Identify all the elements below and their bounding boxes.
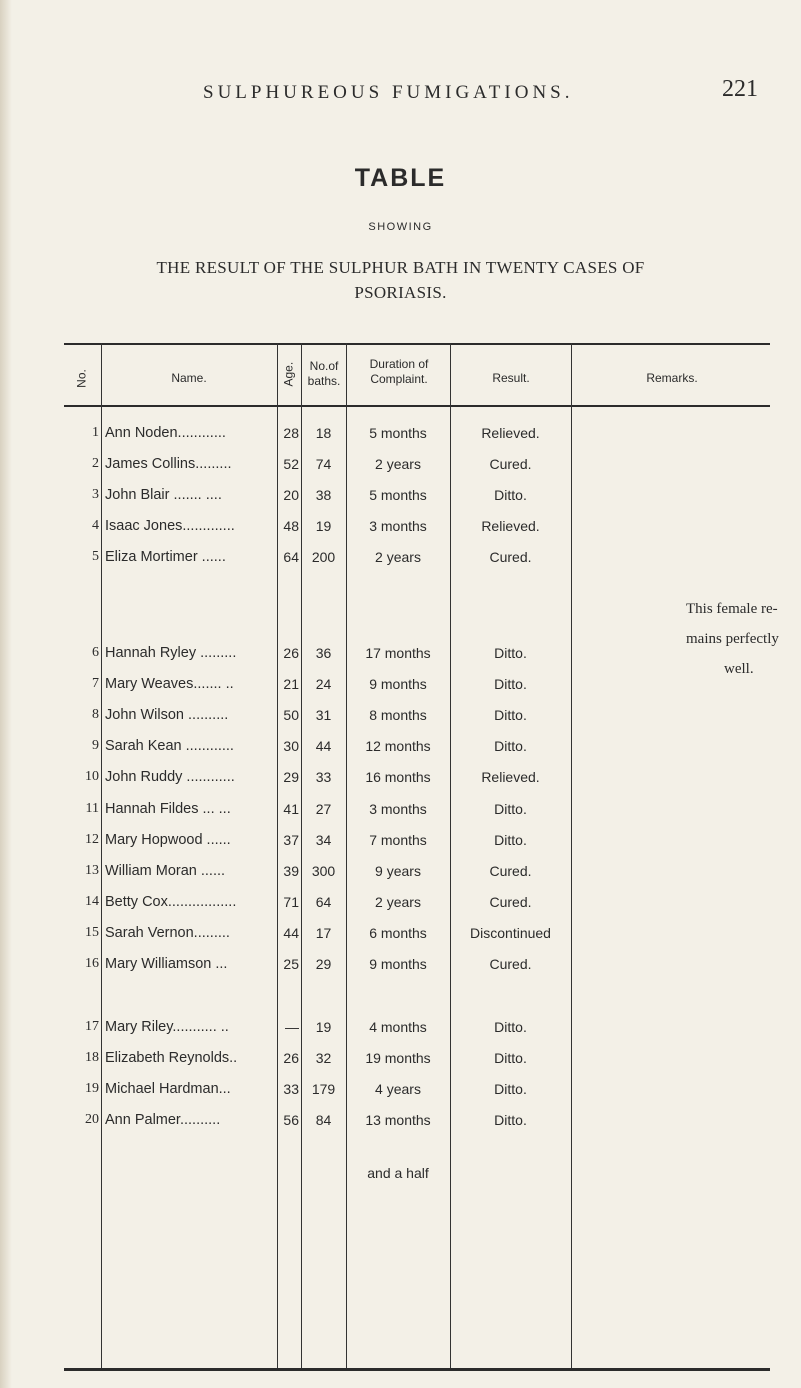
cell-duration: 12 months	[365, 738, 431, 754]
cell-age: 33	[283, 1081, 299, 1097]
cell-age: 44	[283, 925, 299, 941]
cell-duration: 5 months	[369, 487, 427, 503]
cell-age: 64	[283, 549, 299, 565]
cell-age: 39	[283, 863, 299, 879]
header-result: Result.	[492, 371, 530, 385]
cell-baths: 34	[315, 832, 332, 848]
cell-no: 4	[92, 518, 99, 533]
cell-age: 29	[283, 769, 299, 785]
cell-name: John Wilson ..........	[105, 707, 229, 723]
cell-no: 7	[92, 676, 99, 691]
cell-baths: 33	[315, 769, 332, 785]
cell-name: Hannah Fildes ... ...	[105, 801, 231, 817]
cell-name: Michael Hardman...	[105, 1081, 231, 1097]
table-heading-line1: THE RESULT OF THE SULPHUR BATH IN TWENTY CASES OF	[156, 258, 645, 277]
cell-age: 37	[283, 832, 299, 848]
page-number: 221	[722, 76, 758, 102]
cell-name: Mary Riley........... ..	[105, 1019, 229, 1035]
cell-name: William Moran ......	[105, 863, 226, 879]
header-duration: Duration of Complaint.	[369, 357, 429, 386]
duration-continuation: and a half	[367, 1165, 429, 1181]
cell-result: Ditto.	[494, 801, 527, 817]
cell-no: 20	[85, 1112, 99, 1127]
cell-baths: 19	[315, 518, 332, 534]
cell-result: Cured.	[489, 956, 532, 972]
cell-baths: 74	[315, 456, 332, 472]
remarks-row-5	[686, 594, 801, 684]
cell-baths: 36	[315, 645, 332, 661]
cell-no: 8	[92, 707, 99, 722]
cell-result: Relieved.	[481, 518, 540, 534]
cell-no: 12	[85, 832, 99, 847]
cell-duration: 2 years	[375, 456, 421, 472]
cell-baths: 29	[315, 956, 332, 972]
cell-duration: 13 months	[365, 1112, 431, 1128]
cell-age: 30	[283, 738, 299, 754]
cell-no: 16	[85, 956, 99, 971]
table-bottom-rule	[64, 1368, 770, 1371]
cell-no: 10	[85, 769, 99, 784]
cell-no: 19	[85, 1081, 99, 1096]
cell-no: 11	[85, 801, 99, 816]
cell-duration: 2 years	[375, 549, 421, 565]
cell-duration: 3 months	[369, 518, 427, 534]
cell-name: James Collins.........	[105, 456, 232, 472]
cell-age: 28	[283, 425, 299, 441]
cell-result: Ditto.	[494, 1050, 527, 1066]
cell-duration: 3 months	[369, 801, 427, 817]
cell-no: 15	[85, 925, 99, 940]
cell-age: 56	[283, 1112, 299, 1128]
cell-result: Ditto.	[494, 487, 527, 503]
cell-result: Ditto.	[494, 1081, 527, 1097]
cell-no: 18	[85, 1050, 99, 1065]
cell-baths: 24	[315, 676, 332, 692]
results-table	[64, 343, 779, 1373]
cell-result: Ditto.	[494, 832, 527, 848]
cell-age: 71	[283, 894, 299, 910]
cell-age: 26	[283, 1050, 299, 1066]
cell-duration: 19 months	[365, 1050, 431, 1066]
cell-duration: 2 years	[375, 894, 421, 910]
cell-duration: 5 months	[369, 425, 427, 441]
cell-age: 50	[283, 707, 299, 723]
cell-no: 5	[92, 549, 99, 564]
cell-result: Relieved.	[481, 425, 540, 441]
cell-duration: 9 years	[375, 863, 421, 879]
cell-result: Ditto.	[494, 1019, 527, 1035]
cell-baths: 18	[315, 425, 332, 441]
cell-baths: 44	[315, 738, 332, 754]
cell-result: Relieved.	[481, 769, 540, 785]
header-bottom-rule	[64, 405, 770, 407]
header-baths: No.of baths.	[307, 359, 341, 388]
cell-result: Ditto.	[494, 1112, 527, 1128]
cell-name: Ann Noden............	[105, 425, 226, 441]
cell-age: —	[285, 1019, 299, 1035]
cell-age: 26	[283, 645, 299, 661]
cell-result: Cured.	[489, 456, 532, 472]
cell-no: 13	[85, 863, 99, 878]
cell-age: 48	[283, 518, 299, 534]
table-top-rule	[64, 343, 770, 345]
cell-name: Sarah Kean ............	[105, 738, 234, 754]
cell-name: Hannah Ryley .........	[105, 645, 237, 661]
cell-name: John Blair ....... ....	[105, 487, 222, 503]
cell-no: 1	[92, 425, 99, 440]
header-name: Name.	[171, 371, 207, 385]
cell-name: Mary Williamson ...	[105, 956, 228, 972]
cell-duration: 6 months	[369, 925, 427, 941]
cell-no: 3	[92, 487, 99, 502]
remarks-line: well.	[724, 661, 754, 677]
cell-duration: 16 months	[365, 769, 431, 785]
cell-age: 41	[283, 801, 299, 817]
cell-baths: 38	[315, 487, 332, 503]
cell-duration: 9 months	[369, 956, 427, 972]
cell-baths: 64	[315, 894, 332, 910]
remarks-line: mains perfectly	[686, 631, 779, 647]
column-divider	[571, 343, 572, 1368]
cell-result: Discontinued	[470, 925, 551, 941]
cell-age: 20	[283, 487, 299, 503]
cell-baths: 200	[311, 549, 336, 565]
cell-name: Mary Hopwood ......	[105, 832, 231, 848]
cell-no: 2	[92, 456, 99, 471]
cell-duration: 8 months	[369, 707, 427, 723]
cell-duration: 17 months	[365, 645, 431, 661]
cell-baths: 84	[315, 1112, 332, 1128]
cell-baths: 19	[315, 1019, 332, 1035]
cell-baths: 17	[315, 925, 332, 941]
cell-duration: 9 months	[369, 676, 427, 692]
cell-baths: 179	[311, 1081, 336, 1097]
cell-baths: 32	[315, 1050, 332, 1066]
cell-result: Ditto.	[494, 738, 527, 754]
cell-name: Isaac Jones.............	[105, 518, 235, 534]
cell-result: Ditto.	[494, 707, 527, 723]
cell-result: Cured.	[489, 549, 532, 565]
cell-result: Ditto.	[494, 645, 527, 661]
table-subtitle: SHOWING	[368, 221, 433, 233]
cell-age: 25	[283, 956, 299, 972]
cell-duration: 7 months	[369, 832, 427, 848]
cell-duration: 4 years	[375, 1081, 421, 1097]
cell-name: John Ruddy ............	[105, 769, 235, 785]
cell-age: 21	[283, 676, 299, 692]
page-edge-shadow	[0, 0, 12, 1388]
cell-name: Sarah Vernon.........	[105, 925, 230, 941]
remarks-line: This female re-	[686, 601, 778, 617]
cell-name: Eliza Mortimer ......	[105, 549, 226, 565]
cell-baths: 300	[311, 863, 336, 879]
cell-name: Elizabeth Reynolds..	[105, 1050, 238, 1066]
cell-result: Ditto.	[494, 676, 527, 692]
table-title: TABLE	[354, 164, 447, 192]
column-divider	[101, 343, 102, 1368]
cell-no: 6	[92, 645, 99, 660]
header-age: Age.	[281, 361, 296, 387]
cell-no: 9	[92, 738, 99, 753]
cell-age: 52	[283, 456, 299, 472]
running-head: SULPHUREOUS FUMIGATIONS.	[203, 82, 574, 103]
cell-result: Cured.	[489, 894, 532, 910]
table-heading	[0, 255, 801, 305]
table-heading-line2: PSORIASIS.	[354, 283, 447, 302]
cell-baths: 31	[315, 707, 332, 723]
cell-result: Cured.	[489, 863, 532, 879]
cell-no: 17	[85, 1019, 99, 1034]
header-no: No.	[74, 369, 89, 388]
cell-baths: 27	[315, 801, 332, 817]
cell-no: 14	[85, 894, 99, 909]
cell-name: Mary Weaves....... ..	[105, 676, 234, 692]
header-remarks: Remarks.	[646, 371, 698, 385]
cell-name: Ann Palmer..........	[105, 1112, 221, 1128]
cell-name: Betty Cox.................	[105, 894, 237, 910]
cell-duration: 4 months	[369, 1019, 427, 1035]
